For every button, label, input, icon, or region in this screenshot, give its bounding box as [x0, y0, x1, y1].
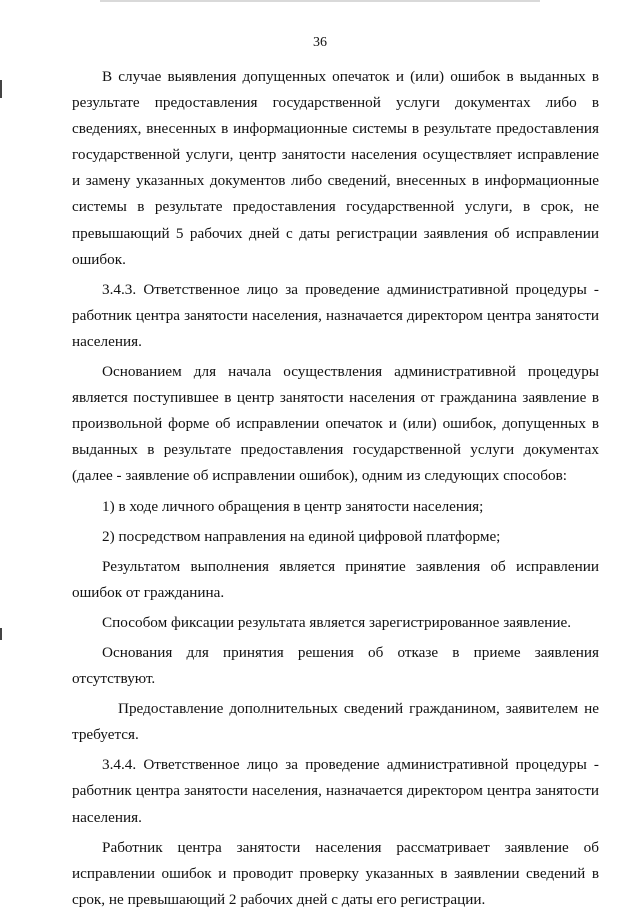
paragraph-errors-correction: В случае выявления допущенных опечаток и (или) ошибок в выданных в результате предоставления государственной услуги документах либо в сведениях, внесенных в информационные системы в результате предоставления государственной услуги, центр занятости населения осуществляет исправление и замену указанных документов либо сведений, внесенных в информационные системы в результате предоставления государственной услуги, в срок, не превышающий 5 рабочих дней с даты регистрации заявления об исправлении ошибок.: [72, 68, 599, 268]
paragraph-3-4-4: 3.4.4. Ответственное лицо за проведение административной процедуры - работник центра занятости населения, назначается директором центра занятости населения.: [72, 756, 599, 826]
paragraph-result: Результатом выполнения является принятие заявления об исправлении ошибок от гражданина.: [72, 557, 599, 601]
paragraph-refusal-grounds: Основания для принятия решения об отказе в приеме заявления отсутствуют.: [72, 643, 599, 688]
paragraph-3-4-3: 3.4.3. Ответственное лицо за проведение административной процедуры - работник центра занятости населения, назначается директором центра занятости населения.: [72, 280, 599, 350]
paragraph-basis: Основанием для начала осуществления административной процедуры является поступившее в центр занятости населения от гражданина заявление в произвольной форме об исправлении опечаток и (или) ошибок, допущенных в выданных в результате предоставления государственной услуги документах (далее - заявление об исправлении ошибок), одним из следующих способов:: [72, 363, 599, 485]
document-body: [72, 64, 599, 913]
scan-top-edge: [100, 0, 540, 2]
page-number: 36: [313, 35, 327, 50]
paragraph-fixation: Способом фиксации результата является зарегистрированное заявление.: [102, 613, 572, 631]
list-item-digital-platform: 2) посредством направления на единой цифровой платформе;: [102, 527, 501, 545]
list-item-personal-visit: 1) в ходе личного обращения в центр занятости населения;: [102, 497, 484, 515]
paragraph-review: Работник центра занятости населения рассматривает заявление об исправлении ошибок и проводит проверку указанных в заявлении сведений в срок, не превышающий 2 рабочих дней с даты его регистрации.: [72, 838, 599, 908]
left-edge-mark-bottom: [0, 628, 2, 640]
paragraph-additional-info: Предоставление дополнительных сведений гражданином, заявителем не требуется.: [72, 700, 599, 744]
left-edge-mark-top: [0, 80, 2, 98]
